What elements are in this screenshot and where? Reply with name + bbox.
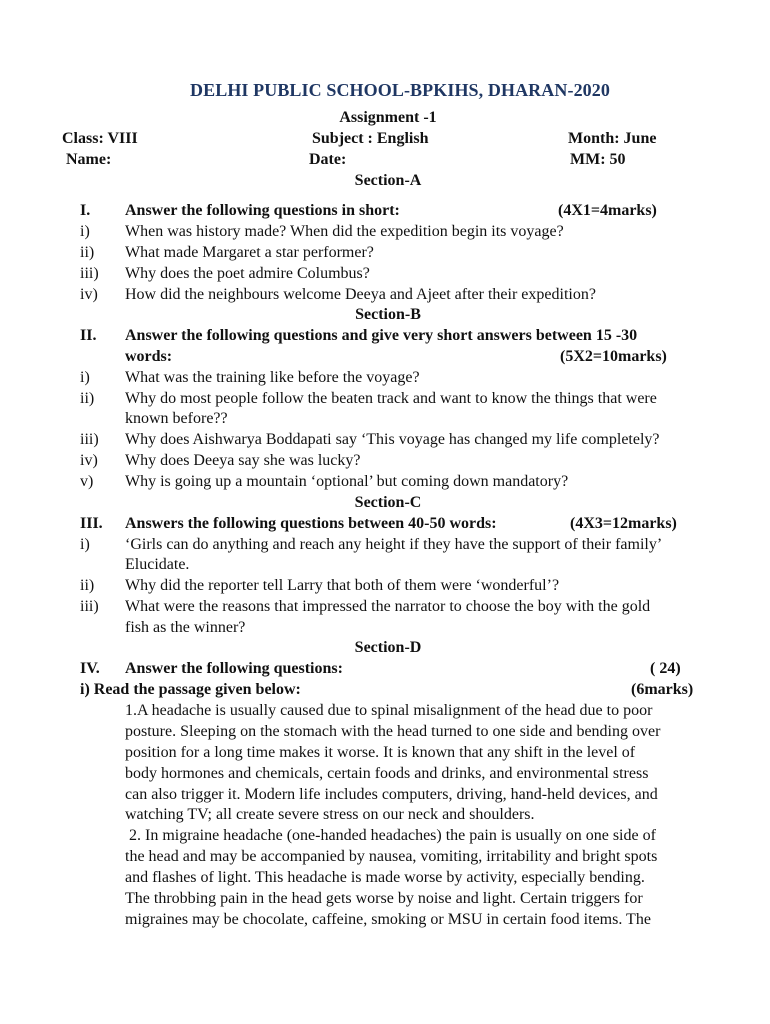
section-b-heading: Section-B	[355, 306, 421, 323]
name-label: Name:	[66, 151, 112, 168]
section-a-marks: (4X1=4marks)	[558, 202, 657, 219]
passage-line: posture. Sleeping on the stomach with the head turned to one side and bending over	[125, 723, 661, 740]
question-text: Why does Aishwarya Boddapati say ‘This voyage has changed my life completely?	[125, 431, 660, 448]
passage-line: 1.A headache is usually caused due to spinal misalignment of the head due to poor	[125, 702, 653, 719]
question-text: How did the neighbours welcome Deeya and Ajeet after their expedition?	[125, 286, 596, 303]
question-number: iv)	[80, 286, 98, 303]
question-text: Why does Deeya say she was lucky?	[125, 452, 361, 469]
subject-label: Subject : English	[312, 130, 429, 147]
passage-line: can also trigger it. Modern life includes computers, driving, hand-held devices, and	[125, 786, 658, 803]
question-text: When was history made? When did the expedition begin its voyage?	[125, 223, 564, 240]
question-number: iii)	[80, 598, 99, 615]
question-number: ii)	[80, 244, 95, 261]
section-b-instruction: Answer the following questions and give very short answers between 15 -30	[125, 327, 638, 344]
section-b-roman: II.	[80, 327, 97, 344]
question-number: iv)	[80, 452, 98, 469]
question-number: i)	[80, 223, 90, 240]
assignment-heading: Assignment -1	[339, 109, 437, 126]
question-number: ii)	[80, 577, 95, 594]
section-d-marks: ( 24)	[650, 660, 681, 677]
section-b-instruction-cont: words:	[125, 348, 173, 365]
section-c-marks: (4X3=12marks)	[570, 515, 677, 532]
passage-line: position for a long time makes it worse. It is known that any shift in the level of	[125, 744, 636, 761]
question-text: ‘Girls can do anything and reach any height if they have the support of their family’	[125, 536, 663, 553]
section-b-marks: (5X2=10marks)	[560, 348, 667, 365]
passage-label: i) Read the passage given below:	[80, 681, 301, 698]
question-number: i)	[80, 369, 90, 386]
passage-marks: (6marks)	[631, 681, 694, 698]
question-number: i)	[80, 536, 90, 553]
question-text: Why did the reporter tell Larry that both of them were ‘wonderful’?	[125, 577, 560, 594]
question-number: iii)	[80, 265, 99, 282]
passage-line: and flashes of light. This headache is made worse by activity, especially bending.	[125, 869, 645, 886]
section-d-roman: IV.	[80, 660, 100, 677]
section-d-instruction: Answer the following questions:	[125, 660, 343, 677]
class-label: Class: VIII	[62, 130, 138, 147]
section-a-instruction: Answer the following questions in short:	[125, 202, 400, 219]
section-d-heading: Section-D	[354, 639, 422, 656]
date-label: Date:	[309, 151, 347, 168]
passage-line: the head and may be accompanied by nausea, vomiting, irritability and bright spots	[125, 848, 658, 865]
passage-line: migraines may be chocolate, caffeine, smoking or MSU in certain food items. The	[125, 911, 651, 928]
school-title: DELHI PUBLIC SCHOOL-BPKIHS, DHARAN-2020	[190, 80, 610, 100]
question-text: Why is going up a mountain ‘optional’ but coming down mandatory?	[125, 473, 569, 490]
section-a-heading: Section-A	[354, 172, 422, 189]
question-number: iii)	[80, 431, 99, 448]
section-a-roman: I.	[80, 202, 91, 219]
question-text-cont: known before??	[125, 410, 228, 427]
passage-line: The throbbing pain in the head gets worse by noise and light. Certain triggers for	[125, 890, 643, 907]
question-text: What was the training like before the voyage?	[125, 369, 420, 386]
passage-line: watching TV; all create severe stress on our neck and shoulders.	[125, 806, 535, 823]
section-c-instruction: Answers the following questions between 40-50 words:	[125, 515, 497, 532]
month-label: Month: June	[568, 130, 657, 147]
question-text: What made Margaret a star performer?	[125, 244, 374, 261]
section-c-heading: Section-C	[354, 494, 422, 511]
question-text: Why does the poet admire Columbus?	[125, 265, 370, 282]
question-text-cont: Elucidate.	[125, 556, 190, 573]
section-c-roman: III.	[80, 515, 103, 532]
question-number: v)	[80, 473, 94, 490]
question-text: Why do most people follow the beaten track and want to know the things that were	[125, 390, 657, 407]
passage-line: 2. In migraine headache (one-handed headaches) the pain is usually on one side of	[125, 827, 656, 844]
question-number: ii)	[80, 390, 95, 407]
question-text: What were the reasons that impressed the narrator to choose the boy with the gold	[125, 598, 651, 615]
question-text-cont: fish as the winner?	[125, 619, 246, 636]
mm-label: MM: 50	[570, 151, 626, 168]
passage-line: body hormones and chemicals, certain foods and drinks, and environmental stress	[125, 765, 649, 782]
